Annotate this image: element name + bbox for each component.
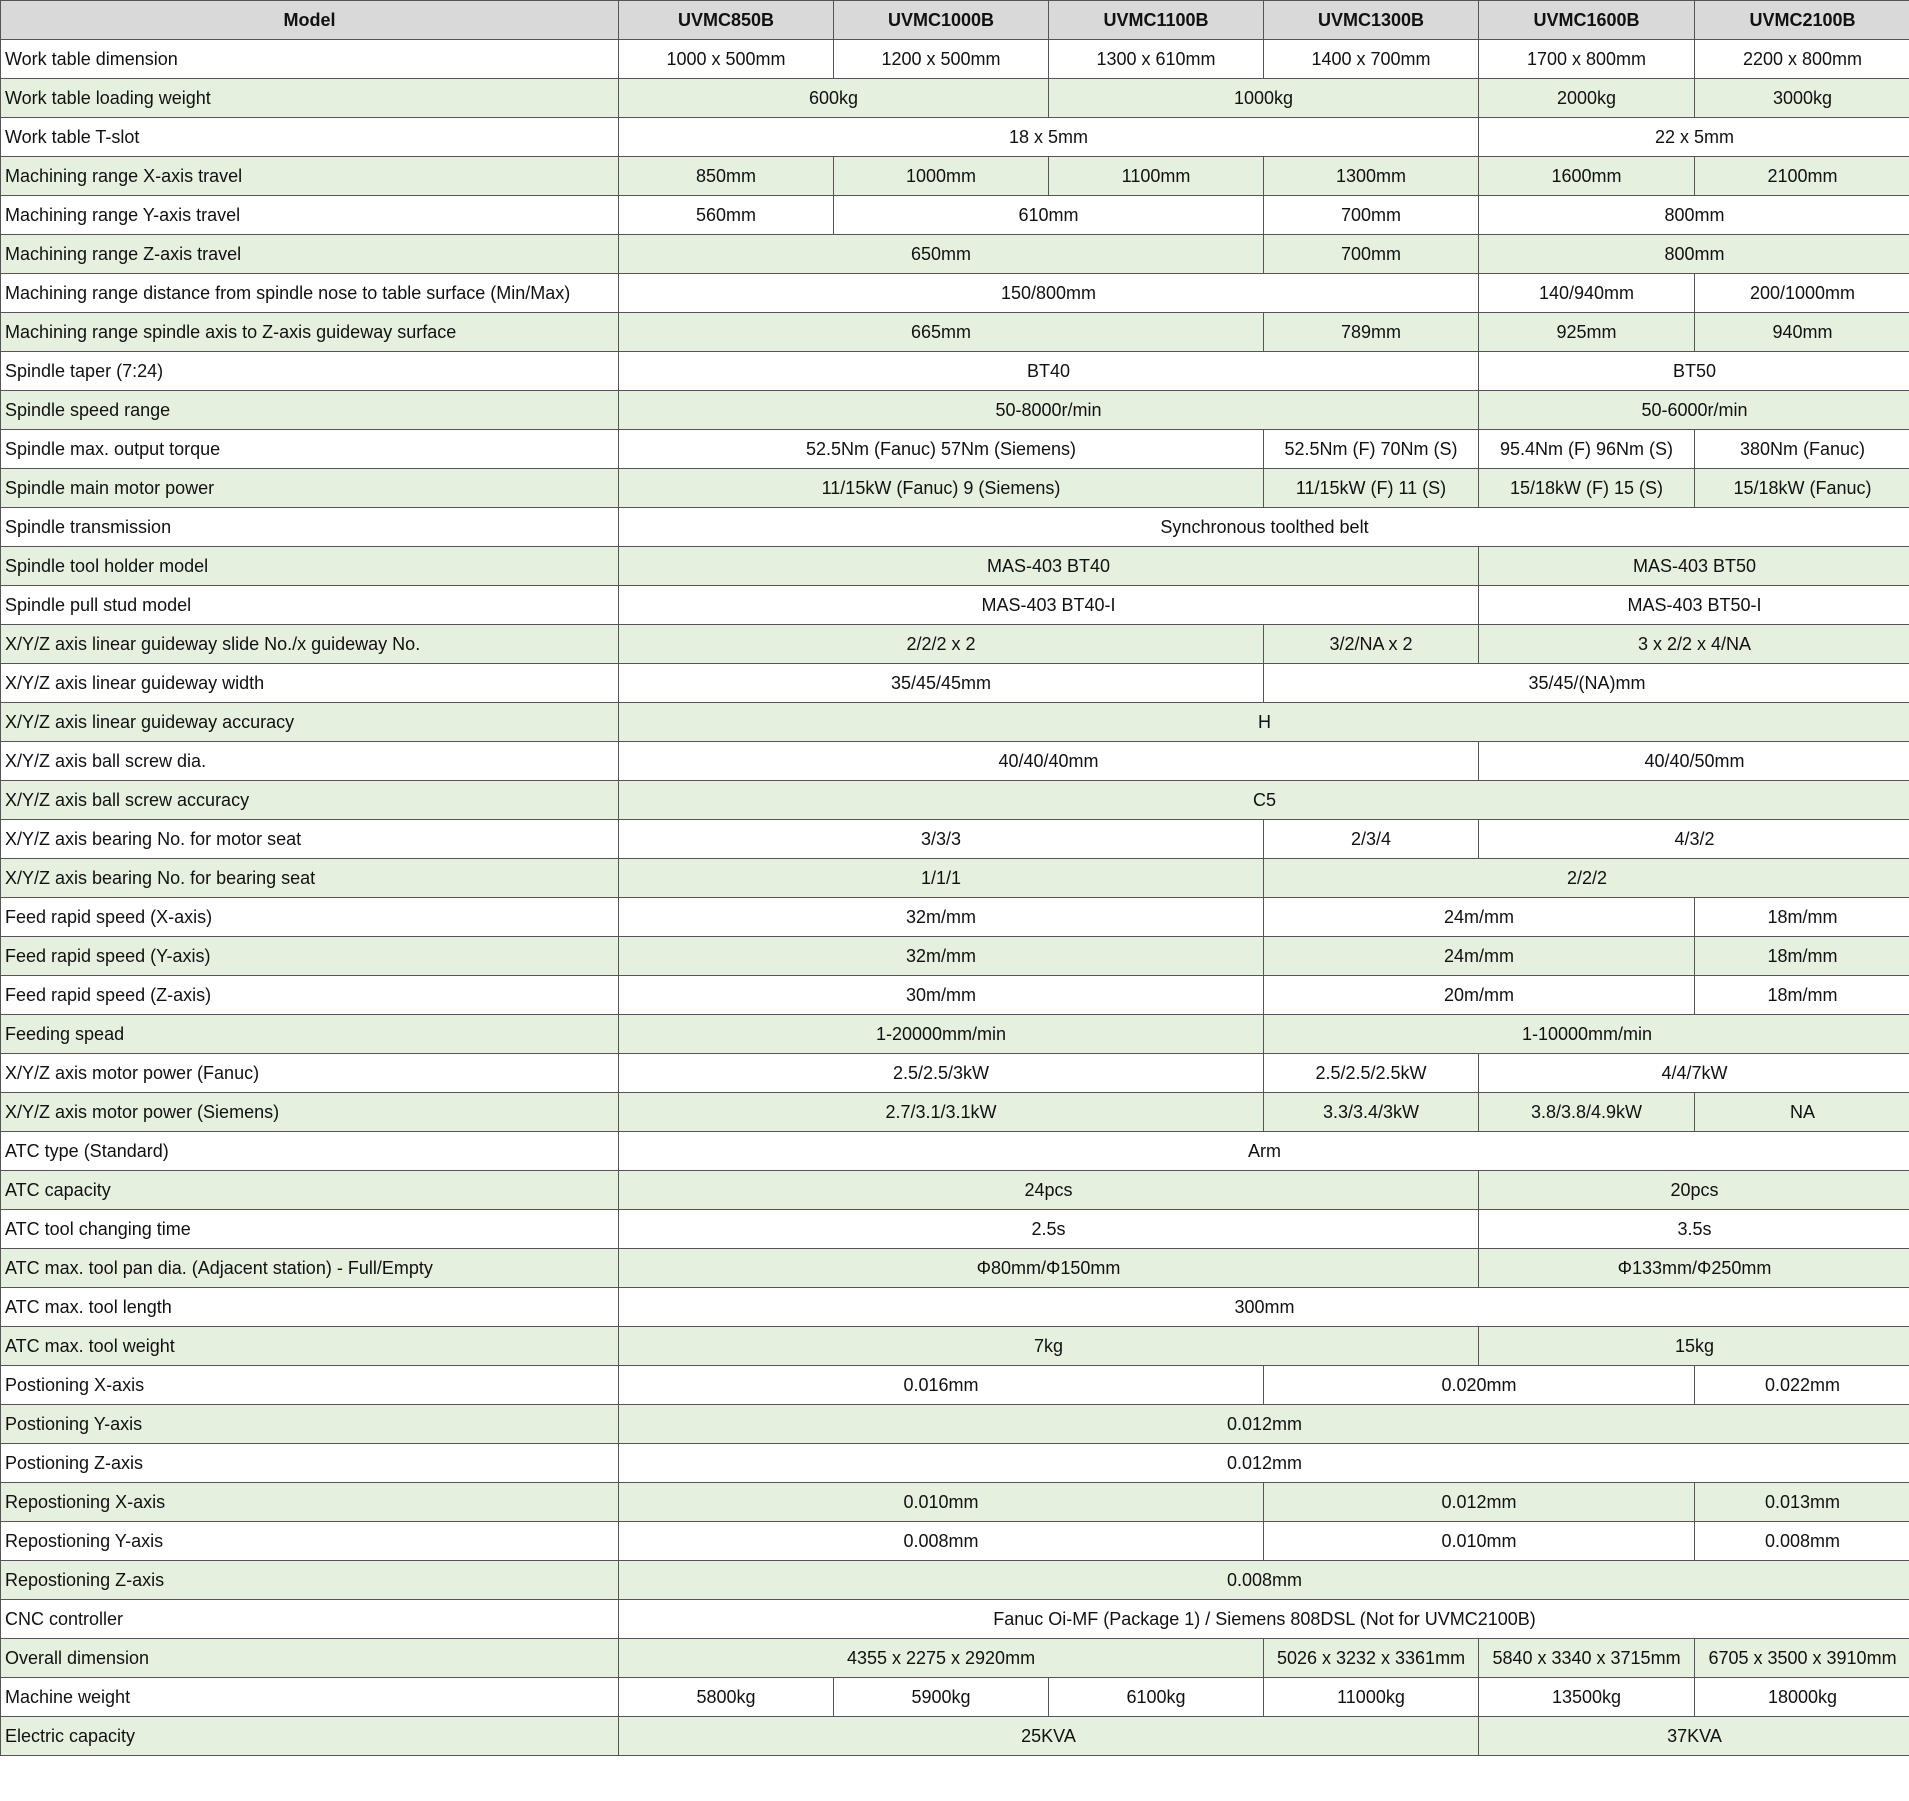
spec-cell: 700mm: [1264, 196, 1479, 235]
spec-cell: 4355 x 2275 x 2920mm: [619, 1639, 1264, 1678]
table-row: [1, 235, 1909, 274]
spec-cell: 850mm: [619, 157, 834, 196]
spec-cell: 32m/mm: [619, 937, 1264, 976]
spec-cell: 380Nm (Fanuc): [1695, 430, 1909, 469]
spec-cell: 13500kg: [1479, 1678, 1695, 1717]
table-row: [1, 1522, 1909, 1561]
spec-cell: MAS-403 BT50-I: [1479, 586, 1909, 625]
spec-cell: 2/3/4: [1264, 820, 1479, 859]
table-row: [1, 1210, 1909, 1249]
spec-cell: 5800kg: [619, 1678, 834, 1717]
table-row: [1, 547, 1909, 586]
spec-cell: 650mm: [619, 235, 1264, 274]
table-row: [1, 391, 1909, 430]
row-label: ATC max. tool pan dia. (Adjacent station) - Full/Empty: [1, 1249, 619, 1288]
row-label: Repostioning Y-axis: [1, 1522, 619, 1561]
row-label: Electric capacity: [1, 1717, 619, 1756]
table-row: [1, 469, 1909, 508]
row-label: Repostioning X-axis: [1, 1483, 619, 1522]
table-row: [1, 1639, 1909, 1678]
spec-cell: 18000kg: [1695, 1678, 1909, 1717]
spec-cell: 940mm: [1695, 313, 1909, 352]
spec-cell: 20pcs: [1479, 1171, 1909, 1210]
spec-cell: 35/45/(NA)mm: [1264, 664, 1909, 703]
spec-cell: 24m/mm: [1264, 937, 1695, 976]
spec-cell: 1000mm: [834, 157, 1049, 196]
spec-cell: 2/2/2: [1264, 859, 1909, 898]
spec-cell: 0.010mm: [619, 1483, 1264, 1522]
spec-cell: 52.5Nm (F) 70Nm (S): [1264, 430, 1479, 469]
row-label: Spindle pull stud model: [1, 586, 619, 625]
table-row: [1, 157, 1909, 196]
spec-cell: 0.008mm: [619, 1522, 1264, 1561]
table-row: [1, 313, 1909, 352]
row-label: Postioning Y-axis: [1, 1405, 619, 1444]
spec-cell: 1/1/1: [619, 859, 1264, 898]
spec-cell: 2.7/3.1/3.1kW: [619, 1093, 1264, 1132]
spec-cell: C5: [619, 781, 1909, 820]
spec-cell: 700mm: [1264, 235, 1479, 274]
row-label: Spindle max. output torque: [1, 430, 619, 469]
header-model-col: UVMC850B: [619, 1, 834, 40]
spec-cell: 52.5Nm (Fanuc) 57Nm (Siemens): [619, 430, 1264, 469]
spec-cell: 0.010mm: [1264, 1522, 1695, 1561]
spec-cell: 3 x 2/2 x 4/NA: [1479, 625, 1909, 664]
spec-cell: 11000kg: [1264, 1678, 1479, 1717]
header-model-col: UVMC1300B: [1264, 1, 1479, 40]
spec-cell: 3/2/NA x 2: [1264, 625, 1479, 664]
spec-cell: 3.3/3.4/3kW: [1264, 1093, 1479, 1132]
spec-cell: 2.5/2.5/3kW: [619, 1054, 1264, 1093]
spec-cell: 40/40/50mm: [1479, 742, 1909, 781]
spec-cell: 1700 x 800mm: [1479, 40, 1695, 79]
table-row: [1, 274, 1909, 313]
table-row: [1, 1717, 1909, 1756]
spec-cell: 1600mm: [1479, 157, 1695, 196]
table-row: [1, 1483, 1909, 1522]
spec-cell: H: [619, 703, 1909, 742]
table-row: [1, 898, 1909, 937]
spec-cell: 0.012mm: [619, 1444, 1909, 1483]
spec-cell: 32m/mm: [619, 898, 1264, 937]
spec-cell: 1100mm: [1049, 157, 1264, 196]
row-label: X/Y/Z axis ball screw dia.: [1, 742, 619, 781]
spec-cell: 50-8000r/min: [619, 391, 1479, 430]
row-label: ATC tool changing time: [1, 1210, 619, 1249]
row-label: X/Y/Z axis motor power (Siemens): [1, 1093, 619, 1132]
row-label: Repostioning Z-axis: [1, 1561, 619, 1600]
table-row: [1, 664, 1909, 703]
table-row: [1, 625, 1909, 664]
table-row: [1, 742, 1909, 781]
spec-cell: 1300mm: [1264, 157, 1479, 196]
spec-cell: 925mm: [1479, 313, 1695, 352]
row-label: X/Y/Z axis bearing No. for motor seat: [1, 820, 619, 859]
spec-cell: 0.020mm: [1264, 1366, 1695, 1405]
spec-table-body: [1, 40, 1909, 1756]
spec-cell: 2.5s: [619, 1210, 1479, 1249]
spec-cell: Synchronous toolthed belt: [619, 508, 1909, 547]
spec-cell: 37KVA: [1479, 1717, 1909, 1756]
row-label: Spindle transmission: [1, 508, 619, 547]
spec-cell: 2200 x 800mm: [1695, 40, 1909, 79]
row-label: Spindle main motor power: [1, 469, 619, 508]
spec-cell: 0.022mm: [1695, 1366, 1909, 1405]
header-model-col: UVMC1000B: [834, 1, 1049, 40]
row-label: ATC max. tool weight: [1, 1327, 619, 1366]
row-label: X/Y/Z axis linear guideway width: [1, 664, 619, 703]
row-label: ATC capacity: [1, 1171, 619, 1210]
header-row: [1, 1, 1909, 40]
spec-cell: 7kg: [619, 1327, 1479, 1366]
table-row: [1, 40, 1909, 79]
spec-cell: 2/2/2 x 2: [619, 625, 1264, 664]
spec-cell: 3.5s: [1479, 1210, 1909, 1249]
table-row: [1, 430, 1909, 469]
spec-cell: 560mm: [619, 196, 834, 235]
spec-cell: 0.013mm: [1695, 1483, 1909, 1522]
table-row: [1, 1015, 1909, 1054]
spec-cell: 18 x 5mm: [619, 118, 1479, 157]
row-label: Machine weight: [1, 1678, 619, 1717]
spec-cell: 665mm: [619, 313, 1264, 352]
spec-cell: 11/15kW (F) 11 (S): [1264, 469, 1479, 508]
row-label: Machining range Y-axis travel: [1, 196, 619, 235]
table-row: [1, 196, 1909, 235]
spec-cell: 800mm: [1479, 196, 1909, 235]
spec-cell: BT40: [619, 352, 1479, 391]
spec-cell: 6100kg: [1049, 1678, 1264, 1717]
table-row: [1, 1288, 1909, 1327]
spec-cell: 50-6000r/min: [1479, 391, 1909, 430]
row-label: Overall dimension: [1, 1639, 619, 1678]
spec-cell: 1400 x 700mm: [1264, 40, 1479, 79]
spec-cell: 0.012mm: [619, 1405, 1909, 1444]
table-row: [1, 937, 1909, 976]
spec-cell: 35/45/45mm: [619, 664, 1264, 703]
row-label: Spindle speed range: [1, 391, 619, 430]
spec-cell: 11/15kW (Fanuc) 9 (Siemens): [619, 469, 1264, 508]
table-row: [1, 1366, 1909, 1405]
spec-cell: 1200 x 500mm: [834, 40, 1049, 79]
spec-cell: MAS-403 BT50: [1479, 547, 1909, 586]
spec-cell: Arm: [619, 1132, 1909, 1171]
table-row: [1, 1678, 1909, 1717]
spec-cell: 3/3/3: [619, 820, 1264, 859]
table-row: [1, 79, 1909, 118]
spec-cell: 5840 x 3340 x 3715mm: [1479, 1639, 1695, 1678]
spec-cell: 1-20000mm/min: [619, 1015, 1264, 1054]
spec-cell: MAS-403 BT40: [619, 547, 1479, 586]
table-row: [1, 1054, 1909, 1093]
spec-cell: 3.8/3.8/4.9kW: [1479, 1093, 1695, 1132]
spec-cell: 3000kg: [1695, 79, 1909, 118]
spec-cell: 140/940mm: [1479, 274, 1695, 313]
spec-cell: 600kg: [619, 79, 1049, 118]
spec-cell: 95.4Nm (F) 96Nm (S): [1479, 430, 1695, 469]
spec-cell: Φ133mm/Φ250mm: [1479, 1249, 1909, 1288]
row-label: Spindle tool holder model: [1, 547, 619, 586]
spec-cell: 0.016mm: [619, 1366, 1264, 1405]
table-row: [1, 703, 1909, 742]
table-row: [1, 820, 1909, 859]
table-row: [1, 1093, 1909, 1132]
row-label: CNC controller: [1, 1600, 619, 1639]
table-row: [1, 118, 1909, 157]
spec-cell: 18m/mm: [1695, 976, 1909, 1015]
row-label: Postioning Z-axis: [1, 1444, 619, 1483]
table-row: [1, 976, 1909, 1015]
spec-cell: 2.5/2.5/2.5kW: [1264, 1054, 1479, 1093]
table-row: [1, 508, 1909, 547]
row-label: Spindle taper (7:24): [1, 352, 619, 391]
table-row: [1, 1249, 1909, 1288]
spec-cell: 0.008mm: [1695, 1522, 1909, 1561]
table-row: [1, 352, 1909, 391]
table-row: [1, 1327, 1909, 1366]
table-row: [1, 1132, 1909, 1171]
row-label: Feeding spead: [1, 1015, 619, 1054]
spec-cell: 4/3/2: [1479, 820, 1909, 859]
spec-cell: 18m/mm: [1695, 937, 1909, 976]
spec-cell: 24m/mm: [1264, 898, 1695, 937]
row-label: ATC max. tool length: [1, 1288, 619, 1327]
spec-cell: 1-10000mm/min: [1264, 1015, 1909, 1054]
row-label: X/Y/Z axis motor power (Fanuc): [1, 1054, 619, 1093]
row-label: Feed rapid speed (X-axis): [1, 898, 619, 937]
spec-cell: 5026 x 3232 x 3361mm: [1264, 1639, 1479, 1678]
spec-cell: 300mm: [619, 1288, 1909, 1327]
header-model-col: UVMC1600B: [1479, 1, 1695, 40]
row-label: Feed rapid speed (Z-axis): [1, 976, 619, 1015]
spec-cell: NA: [1695, 1093, 1909, 1132]
spec-cell: 0.008mm: [619, 1561, 1909, 1600]
row-label: Feed rapid speed (Y-axis): [1, 937, 619, 976]
spec-cell: 1000 x 500mm: [619, 40, 834, 79]
spec-cell: 5900kg: [834, 1678, 1049, 1717]
row-label: Work table loading weight: [1, 79, 619, 118]
table-row: [1, 781, 1909, 820]
spec-cell: 40/40/40mm: [619, 742, 1479, 781]
spec-cell: 200/1000mm: [1695, 274, 1909, 313]
spec-cell: 24pcs: [619, 1171, 1479, 1210]
spec-cell: BT50: [1479, 352, 1909, 391]
spec-cell: 2000kg: [1479, 79, 1695, 118]
spec-cell: 789mm: [1264, 313, 1479, 352]
table-row: [1, 1600, 1909, 1639]
table-row: [1, 1171, 1909, 1210]
row-label: Work table dimension: [1, 40, 619, 79]
header-model-col: UVMC2100B: [1695, 1, 1909, 40]
spec-cell: 4/4/7kW: [1479, 1054, 1909, 1093]
row-label: X/Y/Z axis bearing No. for bearing seat: [1, 859, 619, 898]
spec-cell: 15kg: [1479, 1327, 1909, 1366]
row-label: Machining range spindle axis to Z-axis guideway surface: [1, 313, 619, 352]
spec-cell: 15/18kW (F) 15 (S): [1479, 469, 1695, 508]
table-row: [1, 1561, 1909, 1600]
row-label: X/Y/Z axis linear guideway slide No./x guideway No.: [1, 625, 619, 664]
table-row: [1, 586, 1909, 625]
spec-cell: 610mm: [834, 196, 1264, 235]
spec-cell: Φ80mm/Φ150mm: [619, 1249, 1479, 1288]
spec-cell: 18m/mm: [1695, 898, 1909, 937]
spec-cell: 6705 x 3500 x 3910mm: [1695, 1639, 1909, 1678]
row-label: Machining range Z-axis travel: [1, 235, 619, 274]
row-label: X/Y/Z axis ball screw accuracy: [1, 781, 619, 820]
header-model-col: UVMC1100B: [1049, 1, 1264, 40]
spec-cell: 30m/mm: [619, 976, 1264, 1015]
table-row: [1, 859, 1909, 898]
table-row: [1, 1405, 1909, 1444]
spec-cell: Fanuc Oi-MF (Package 1) / Siemens 808DSL (Not for UVMC2100B): [619, 1600, 1909, 1639]
row-label: ATC type (Standard): [1, 1132, 619, 1171]
spec-cell: 150/800mm: [619, 274, 1479, 313]
spec-cell: 15/18kW (Fanuc): [1695, 469, 1909, 508]
row-label: X/Y/Z axis linear guideway accuracy: [1, 703, 619, 742]
spec-cell: 22 x 5mm: [1479, 118, 1909, 157]
spec-cell: 2100mm: [1695, 157, 1909, 196]
spec-cell: MAS-403 BT40-I: [619, 586, 1479, 625]
spec-cell: 0.012mm: [1264, 1483, 1695, 1522]
row-label: Postioning X-axis: [1, 1366, 619, 1405]
spec-cell: 1300 x 610mm: [1049, 40, 1264, 79]
spec-cell: 800mm: [1479, 235, 1909, 274]
spec-cell: 25KVA: [619, 1717, 1479, 1756]
header-model-label: Model: [1, 1, 619, 40]
row-label: Machining range X-axis travel: [1, 157, 619, 196]
table-row: [1, 1444, 1909, 1483]
row-label: Machining range distance from spindle nose to table surface (Min/Max): [1, 274, 619, 313]
spec-cell: 20m/mm: [1264, 976, 1695, 1015]
row-label: Work table T-slot: [1, 118, 619, 157]
spec-cell: 1000kg: [1049, 79, 1479, 118]
